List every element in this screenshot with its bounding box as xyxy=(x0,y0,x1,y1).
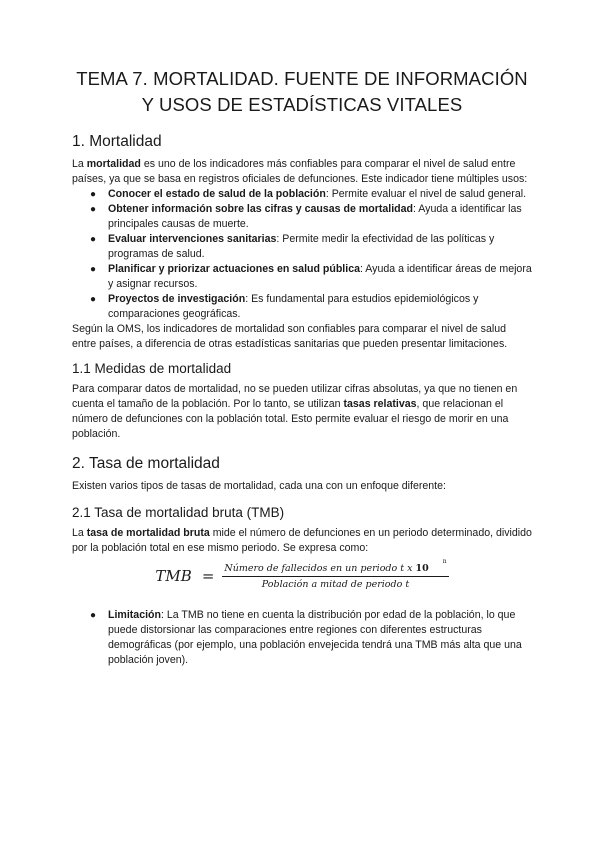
section-1-1-heading: 1.1 Medidas de mortalidad xyxy=(72,361,232,376)
document-page xyxy=(72,66,532,668)
document-title xyxy=(72,66,532,118)
bullet-icon: ● xyxy=(90,204,97,215)
bullet-icon: ● xyxy=(90,234,97,245)
bullet-icon: ● xyxy=(90,610,97,622)
formula-denominator: Población a mitad de periodo t xyxy=(261,579,410,591)
section-1-outro: Según la OMS, los indicadores de mortalidad son confiables para comparar el nivel de salud entre países, a diferencia de otras estadísticas sanitarias que pueden presentar limitaciones. xyxy=(72,323,508,350)
list-item: ● Obtener información sobre las cifras y causas de mortalidad: Ayuda a identificar las principales causas de muerte. xyxy=(90,203,522,230)
section-1-1-text: Para comparar datos de mortalidad, no se pueden utilizar cifras absolutas, ya que no tienen en cuenta el tamaño de la población. Por lo tanto, se utilizan tasas relativas, que relacionan el número de defunciones con la población total. Esto permite evaluar el riesgo de morir en una población. xyxy=(72,383,518,440)
formula-lhs: TMB xyxy=(155,567,192,586)
bullet-icon: ● xyxy=(90,264,97,275)
formula-exponent: n xyxy=(442,558,447,565)
formula-numerator: Número de fallecidos en un periodo t x 10$^n$ xyxy=(224,558,447,575)
tmb-formula xyxy=(72,558,532,591)
section-2-1-heading: 2.1 Tasa de mortalidad bruta (TMB) xyxy=(72,505,285,520)
list-item: ● Limitación: La TMB no tiene en cuenta la distribución por edad de la población, lo que puede distorsionar las comparaciones entre regiones con diferentes estructuras demográficas (por ejemplo, una población envejecida tendrá una TMB más alta que una población joven). xyxy=(90,609,522,667)
title-line-1: TEMA 7. MORTALIDAD. FUENTE DE INFORMACIÓN xyxy=(76,68,528,89)
limitation-list xyxy=(72,608,532,668)
list-item: ● Conocer el estado de salud de la población: Permite evaluar el nivel de salud general. xyxy=(90,188,527,200)
formula-fraction xyxy=(222,558,448,591)
list-item: ● Evaluar intervenciones sanitarias: Permite medir la efectividad de las políticas y programas de salud. xyxy=(90,233,495,260)
uses-list xyxy=(72,187,532,322)
section-1-intro: La mortalidad es uno de los indicadores más confiables para comparar el nivel de salud entre países, ya que se basa en registros oficiales de defunciones. Este indicador tiene múltiples usos: xyxy=(72,158,528,185)
list-item: ● Planificar y priorizar actuaciones en salud pública: Ayuda a identificar áreas de mejora y asignar recursos. xyxy=(90,263,532,290)
list-item: ● Proyectos de investigación: Es fundamental para estudios epidemiológicos y comparaciones geográficas. xyxy=(90,293,479,320)
formula-equals: = xyxy=(201,567,215,586)
title-line-2: Y USOS DE ESTADÍSTICAS VITALES xyxy=(141,94,463,115)
section-2-heading: 2. Tasa de mortalidad xyxy=(72,455,220,472)
section-2-1-text: La tasa de mortalidad bruta mide el número de defunciones en un periodo determinado, dividido por la población total en ese mismo periodo. Se expresa como: xyxy=(72,527,532,554)
bullet-icon: ● xyxy=(90,294,97,305)
section-1-heading: 1. Mortalidad xyxy=(72,133,162,150)
section-2-text: Existen varios tipos de tasas de mortalidad, cada una con un enfoque diferente: xyxy=(72,480,446,492)
bullet-icon: ● xyxy=(90,189,97,200)
